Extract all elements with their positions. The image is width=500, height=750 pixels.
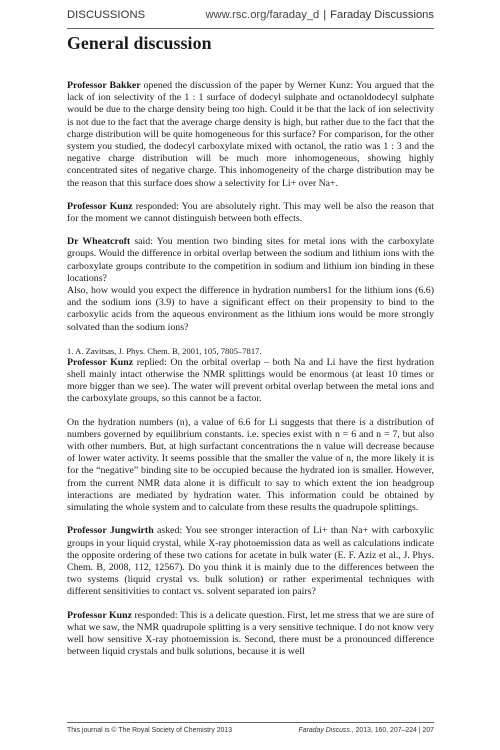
journal-abbrev: Faraday Discuss.: [298, 727, 352, 734]
paragraph-kunz-3: [67, 417, 434, 515]
citation-details: , 2013, 160, 207–224 | 207: [351, 727, 434, 734]
paragraph-text: responded: This is a delicate question. First, let me stress that we are sure of what we saw, the NMR quadrupole splitting is a very sensitive technique. I do not know very well how sensitive X-ray photoemission is. Second, there must be a pronounced difference between liquid crystals and bulk solutions, because it is well: [67, 609, 434, 658]
paragraph-text: responded: You are absolutely right. This may well be also the reason that for the moment we cannot distinguish between both effects.: [67, 200, 434, 225]
paragraph-wheatcroft: [67, 236, 434, 285]
paragraph-kunz-4: [67, 610, 434, 659]
paragraph-text: Also, how would you expect the difference in hydration numbers1 for the lithium ions (6.6) and the sodium ions (3.9) to have a significant effect on their propensity to bind to the carboxylic acids from the aqueous environment as the lithium ions would be more strongly solvated than the sodium ions?: [67, 285, 434, 333]
speaker-name: Professor Bakker: [67, 80, 141, 91]
paragraph-text: replied: On the orbital overlap – both Na and Li have the first hydration shell mainly intact otherwise the NMR splittings would be enormous (at least 10 times or more bigger than we see). The water will prevent orbital overlap between the metal ions and the carboxylate groups, so this cannot be a factor.: [67, 356, 435, 405]
copyright-note: This journal is © The Royal Society of Chemistry 2013: [67, 727, 233, 734]
journal-url-link[interactable]: www.rsc.org/faraday_d: [205, 9, 320, 21]
article-body: [67, 80, 434, 658]
paragraph-bakker: [67, 80, 434, 190]
paragraph-text: On the hydration numbers (n), a value of 6.6 for Li suggests that there is a distribution of numbers governed by equilibrium constants. i.e. species exist with n = 6 and n = 7, but also with other numbers. But, at high surfactant concentrations the n value will decrease because of lower water activity. It seems possible that the smaller the value of n, the more likely it is for the “negative” binding site to be occupied because the hydrated ion is smaller. However, from the current NMR data alone it is difficult to say to which extent the ion headgroup interactions are mediated by hydration water. This information could be obtained by simulating the whole system and to calculate from these results the quadrupole splittings.: [67, 416, 434, 514]
paragraph-text: asked: You see stronger interaction of Li+ than Na+ with carboxylic groups in your liquid crystal, while X-ray photoemission data as well as calculations indicate the opposite ordering of these two cations for acetate in bulk water (E. F. Aziz et al., J. Phys. Chem. B, 2008, 112, 12567). Do you think it is mainly due to the differences between the two systems (liquid crystal vs. bulk solution) or rather experimental techniques with different sensitivities to contact vs. solvent separated ion pairs?: [67, 525, 434, 598]
section-label: DISCUSSIONS: [67, 9, 146, 21]
speaker-name: Dr Wheatcroft: [67, 236, 131, 248]
paragraph-text: said: You mention two binding sites for metal ions with the carboxylate groups. Would the difference in orbital overlap between the sodium and lithium ions with the carboxylate groups contribute to the competition in sodium and lithium ion binding in these locations?: [67, 236, 434, 284]
header-separator: |: [323, 9, 327, 21]
paragraph-kunz-1: [67, 201, 434, 225]
paragraph-text: opened the discussion of the paper by Werner Kunz: You argued that the lack of ion selectivity of the 1 : 1 surface of dodecyl sulphate and octanoldodecyl sulphate would be due to the charge density being too high. Could it be that the lack of ion selectivity is not due to the fact that the average charge density is high, but rather due to the fact that the charge distribution will be quite homogeneous for this surface? For comparison, for the other system you studied, the dodecyl carboxylate mixed with octanol, the ratio was 1 : 3 and the negative charge distribution will be much more inhomogeneous, showing highly concentrated sites of negative charge. This inhomogeneity of the charge distribution may be the reason that this surface does show a selectivity for Li+ over Na+.: [67, 80, 434, 189]
page-footer: [67, 722, 434, 739]
paragraph-wheatcroft-2: [67, 285, 434, 334]
reference-note: 1. A. Zavitsas, J. Phys. Chem. B, 2001, 105, 7805–7817.: [67, 345, 262, 356]
paragraph-jungwirth: [67, 525, 434, 598]
running-header: [67, 6, 434, 29]
page-title: General discussion: [67, 33, 212, 53]
speaker-name: Professor Kunz: [67, 356, 134, 368]
speaker-name: Professor Kunz: [67, 609, 132, 621]
paragraph-kunz-2: [67, 357, 434, 406]
speaker-name: Professor Kunz: [67, 200, 133, 212]
header-right: [205, 9, 434, 21]
citation-line: [299, 727, 435, 734]
speaker-name: Professor Jungwirth: [67, 525, 154, 537]
journal-name: Faraday Discussions: [330, 9, 434, 21]
